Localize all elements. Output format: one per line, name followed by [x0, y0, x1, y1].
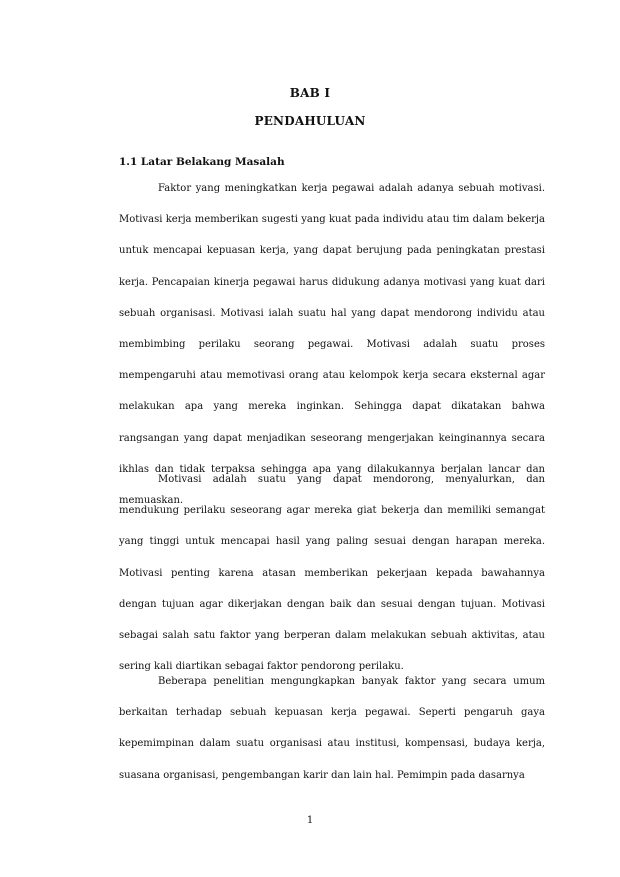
- page-number: 1: [306, 815, 314, 826]
- section-heading: 1.1 Latar Belakang Masalah: [119, 156, 285, 168]
- paragraph-2: Motivasi adalah suatu yang dapat mendorong, menyalurkan, dan mendukung perilaku seseorang agar mereka giat bekerja dan memiliki semangat yang tinggi untuk mencapai hasil yang paling sesuai dengan harapan mereka. Motivasi penting karena atasan memberikan pekerjaan kepada bawahannya dengan tujuan agar dikerjakan dengan baik dan sesuai dengan tujuan. Motivasi sebagai salah satu faktor yang berperan dalam melakukan sebuah aktivitas, atau sering kali diartikan sebagai faktor pendorong perilaku.: [119, 474, 545, 673]
- chapter-label: BAB I: [289, 86, 331, 100]
- paragraph-1: Faktor yang meningkatkan kerja pegawai adalah adanya sebuah motivasi. Motivasi kerja memberikan sugesti yang kuat pada individu atau tim dalam bekerja untuk mencapai kepuasan kerja, yang dapat berujung pada peningkatan prestasi kerja. Pencapaian kinerja pegawai harus didukung adanya motivasi yang kuat dari sebuah organisasi. Motivasi ialah suatu hal yang dapat mendorong individu atau membimbing perilaku seorang pegawai. Motivasi adalah suatu proses mempengaruhi atau memotivasi orang atau kelompok kerja secara eksternal agar melakukan apa yang mereka inginkan. Sehingga dapat dikatakan bahwa rangsangan yang dapat menjadikan seseorang mengerjakan keinginannya secara ikhlas dan tidak terpaksa sehingga apa yang dilakukannya berjalan lancar dan memuaskan.: [119, 183, 545, 507]
- chapter-title: PENDAHULUAN: [254, 114, 366, 128]
- paragraph-3: Beberapa penelitian mengungkapkan banyak faktor yang secara umum berkaitan terhadap sebuah kepuasan kerja pegawai. Seperti pengaruh gaya kepemimpinan dalam suatu organisasi atau institusi, kompensasi, budaya kerja, suasana organisasi, pengembangan karir dan lain hal. Pemimpin pada dasarnya: [119, 676, 545, 781]
